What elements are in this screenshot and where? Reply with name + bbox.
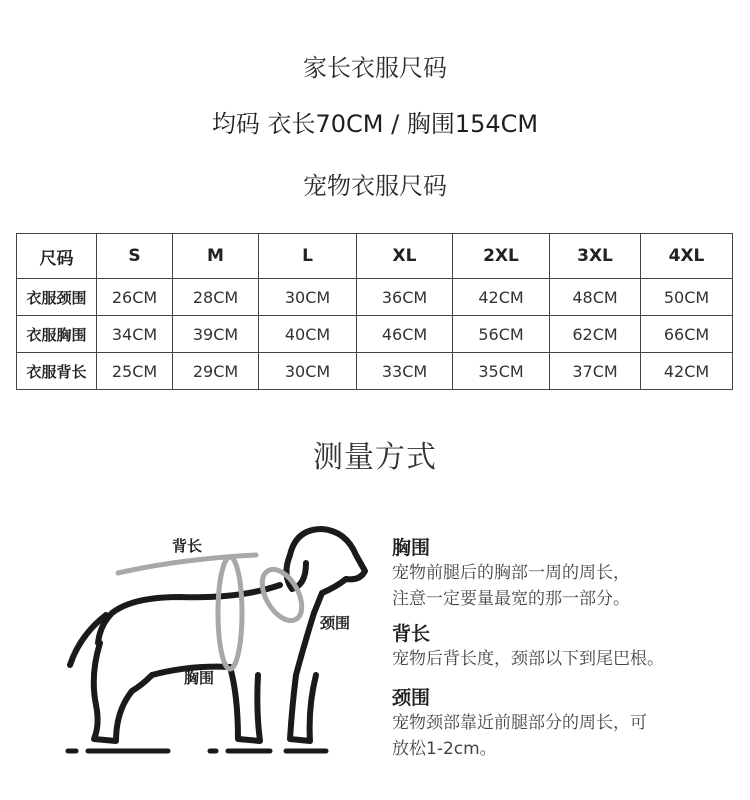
table-cell: 42CM <box>453 279 550 316</box>
table-cell: 28CM <box>173 279 259 316</box>
measure-item-back <box>392 622 732 672</box>
pet-size-title: 宠物衣服尺码 <box>303 172 447 200</box>
measure-lines <box>118 555 310 669</box>
measure-item-title: 颈围 <box>392 687 431 709</box>
measure-item-neck <box>392 686 732 762</box>
label-neck-girth: 颈围 <box>320 614 351 632</box>
table-header-cell: 4XL <box>641 234 733 279</box>
table-row <box>17 316 733 353</box>
measure-item-line: 宠物后背长度，颈部以下到尾巴根。 <box>392 649 664 669</box>
table-cell: 30CM <box>259 279 357 316</box>
table-cell: 50CM <box>641 279 733 316</box>
table-cell: 56CM <box>453 316 550 353</box>
pet-size-table <box>16 233 733 390</box>
table-cell: 35CM <box>453 353 550 390</box>
table-cell: 25CM <box>97 353 173 390</box>
table-row <box>17 353 733 390</box>
label-back-length: 背长 <box>172 537 203 555</box>
measure-item-chest <box>392 536 732 612</box>
dog-front-leg-back <box>230 667 260 741</box>
table-cell: 37CM <box>550 353 641 390</box>
table-header-cell: L <box>259 234 357 279</box>
table-header-cell: 3XL <box>550 234 641 279</box>
dog-back <box>98 585 280 643</box>
table-cell: 33CM <box>357 353 453 390</box>
label-chest-girth: 胸围 <box>184 669 215 687</box>
table-header-cell: M <box>173 234 259 279</box>
dog-front-leg <box>290 613 316 741</box>
table-header-row <box>17 234 733 279</box>
measure-item-line: 宠物颈部靠近前腿部分的周长，可 <box>392 713 647 733</box>
table-cell: 36CM <box>357 279 453 316</box>
parent-size-spec: 均码 衣长70CM / 胸围154CM <box>211 110 539 138</box>
measure-item-line: 注意一定要量最宽的那一部分。 <box>392 589 630 609</box>
measure-title: 测量方式 <box>313 440 437 475</box>
row-label: 衣服胸围 <box>17 316 97 353</box>
table-header-cell: 尺码 <box>17 234 97 279</box>
table-cell: 48CM <box>550 279 641 316</box>
table-cell: 29CM <box>173 353 259 390</box>
measure-item-line: 宠物前腿后的胸部一周的周长， <box>392 563 630 583</box>
table-header-cell: XL <box>357 234 453 279</box>
table-row <box>17 279 733 316</box>
row-label: 衣服颈围 <box>17 279 97 316</box>
table-cell: 46CM <box>357 316 453 353</box>
row-label: 衣服背长 <box>17 353 97 390</box>
table-cell: 62CM <box>550 316 641 353</box>
neck-girth-loop <box>254 563 310 627</box>
chest-girth-loop <box>218 557 242 669</box>
table-header-cell: 2XL <box>453 234 550 279</box>
table-cell: 66CM <box>641 316 733 353</box>
table-header-cell: S <box>97 234 173 279</box>
measure-item-title: 胸围 <box>392 537 431 559</box>
table-cell: 40CM <box>259 316 357 353</box>
parent-size-title: 家长衣服尺码 <box>303 54 447 82</box>
table-cell: 30CM <box>259 353 357 390</box>
dog-hind-leg <box>94 643 152 741</box>
dog-measurement-illustration <box>60 515 380 765</box>
measure-item-title: 背长 <box>392 623 431 645</box>
measure-item-line: 放松1-2cm。 <box>392 739 497 759</box>
table-cell: 39CM <box>173 316 259 353</box>
table-cell: 42CM <box>641 353 733 390</box>
table-cell: 34CM <box>97 316 173 353</box>
table-cell: 26CM <box>97 279 173 316</box>
